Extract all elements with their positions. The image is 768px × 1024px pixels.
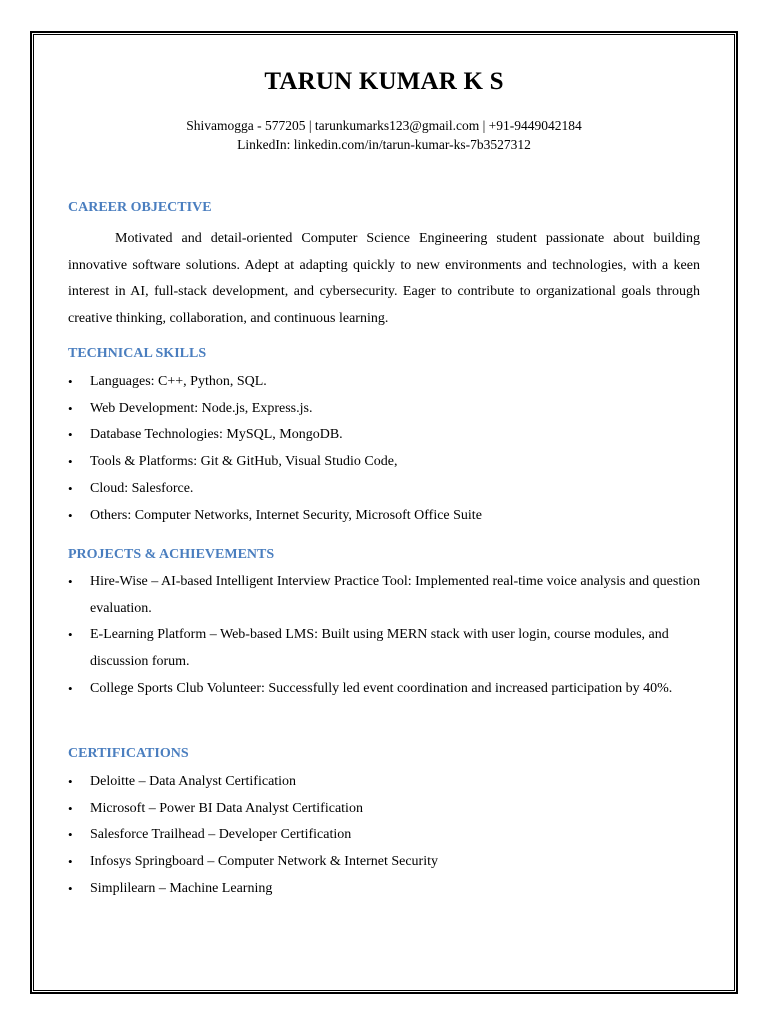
list-item: • E-Learning Platform – Web-based LMS: Built using MERN stack with user login, course modules, and discussion forum. — [68, 622, 708, 675]
list-item: • Hire-Wise – AI-based Intelligent Interview Practice Tool: Implemented real-time voice analysis and question evaluation. — [68, 569, 708, 622]
linkedin-line: LinkedIn: linkedin.com/in/tarun-kumar-ks-7b3527312 — [237, 137, 531, 152]
list-item: • Salesforce Trailhead – Developer Certification — [68, 822, 708, 849]
certifications-heading: CERTIFICATIONS — [68, 746, 189, 761]
projects-heading: PROJECTS & ACHIEVEMENTS — [68, 547, 275, 562]
list-item: • Database Technologies: MySQL, MongoDB. — [68, 422, 708, 449]
list-item: • Deloitte – Data Analyst Certification — [68, 769, 708, 796]
list-item: • Others: Computer Networks, Internet Security, Microsoft Office Suite — [68, 503, 708, 530]
list-item: • Languages: C++, Python, SQL. — [68, 369, 708, 396]
certifications-list — [68, 769, 708, 903]
contact-line: Shivamogga - 577205 | tarunkumarks123@gmail.com | +91-9449042184 — [186, 118, 582, 133]
career-objective-text — [68, 226, 700, 333]
list-item: • Web Development: Node.js, Express.js. — [68, 396, 708, 423]
projects-list — [68, 569, 708, 703]
list-item: • College Sports Club Volunteer: Successfully led event coordination and increased participation by 40%. — [68, 676, 708, 703]
technical-skills-heading: TECHNICAL SKILLS — [68, 346, 207, 361]
list-item: • Tools & Platforms: Git & GitHub, Visual Studio Code, — [68, 449, 708, 476]
list-item: • Simplilearn – Machine Learning — [68, 876, 708, 903]
list-item: • Cloud: Salesforce. — [68, 476, 708, 503]
list-item: • Microsoft – Power BI Data Analyst Certification — [68, 796, 708, 823]
career-objective-heading: CAREER OBJECTIVE — [68, 200, 212, 215]
candidate-name: TARUN KUMAR K S — [264, 68, 504, 95]
list-item: • Infosys Springboard – Computer Network & Internet Security — [68, 849, 708, 876]
career-objective-body: Motivated and detail-oriented Computer Science Engineering student passionate about building innovative software solutions. Adept at adapting quickly to new environments and technologies, with a keen interest in AI, full-stack development, and cybersecurity. Eager to contribute to organizational goals through creative thinking, collaboration, and continuous learning. — [68, 231, 700, 327]
technical-skills-list — [68, 369, 708, 529]
